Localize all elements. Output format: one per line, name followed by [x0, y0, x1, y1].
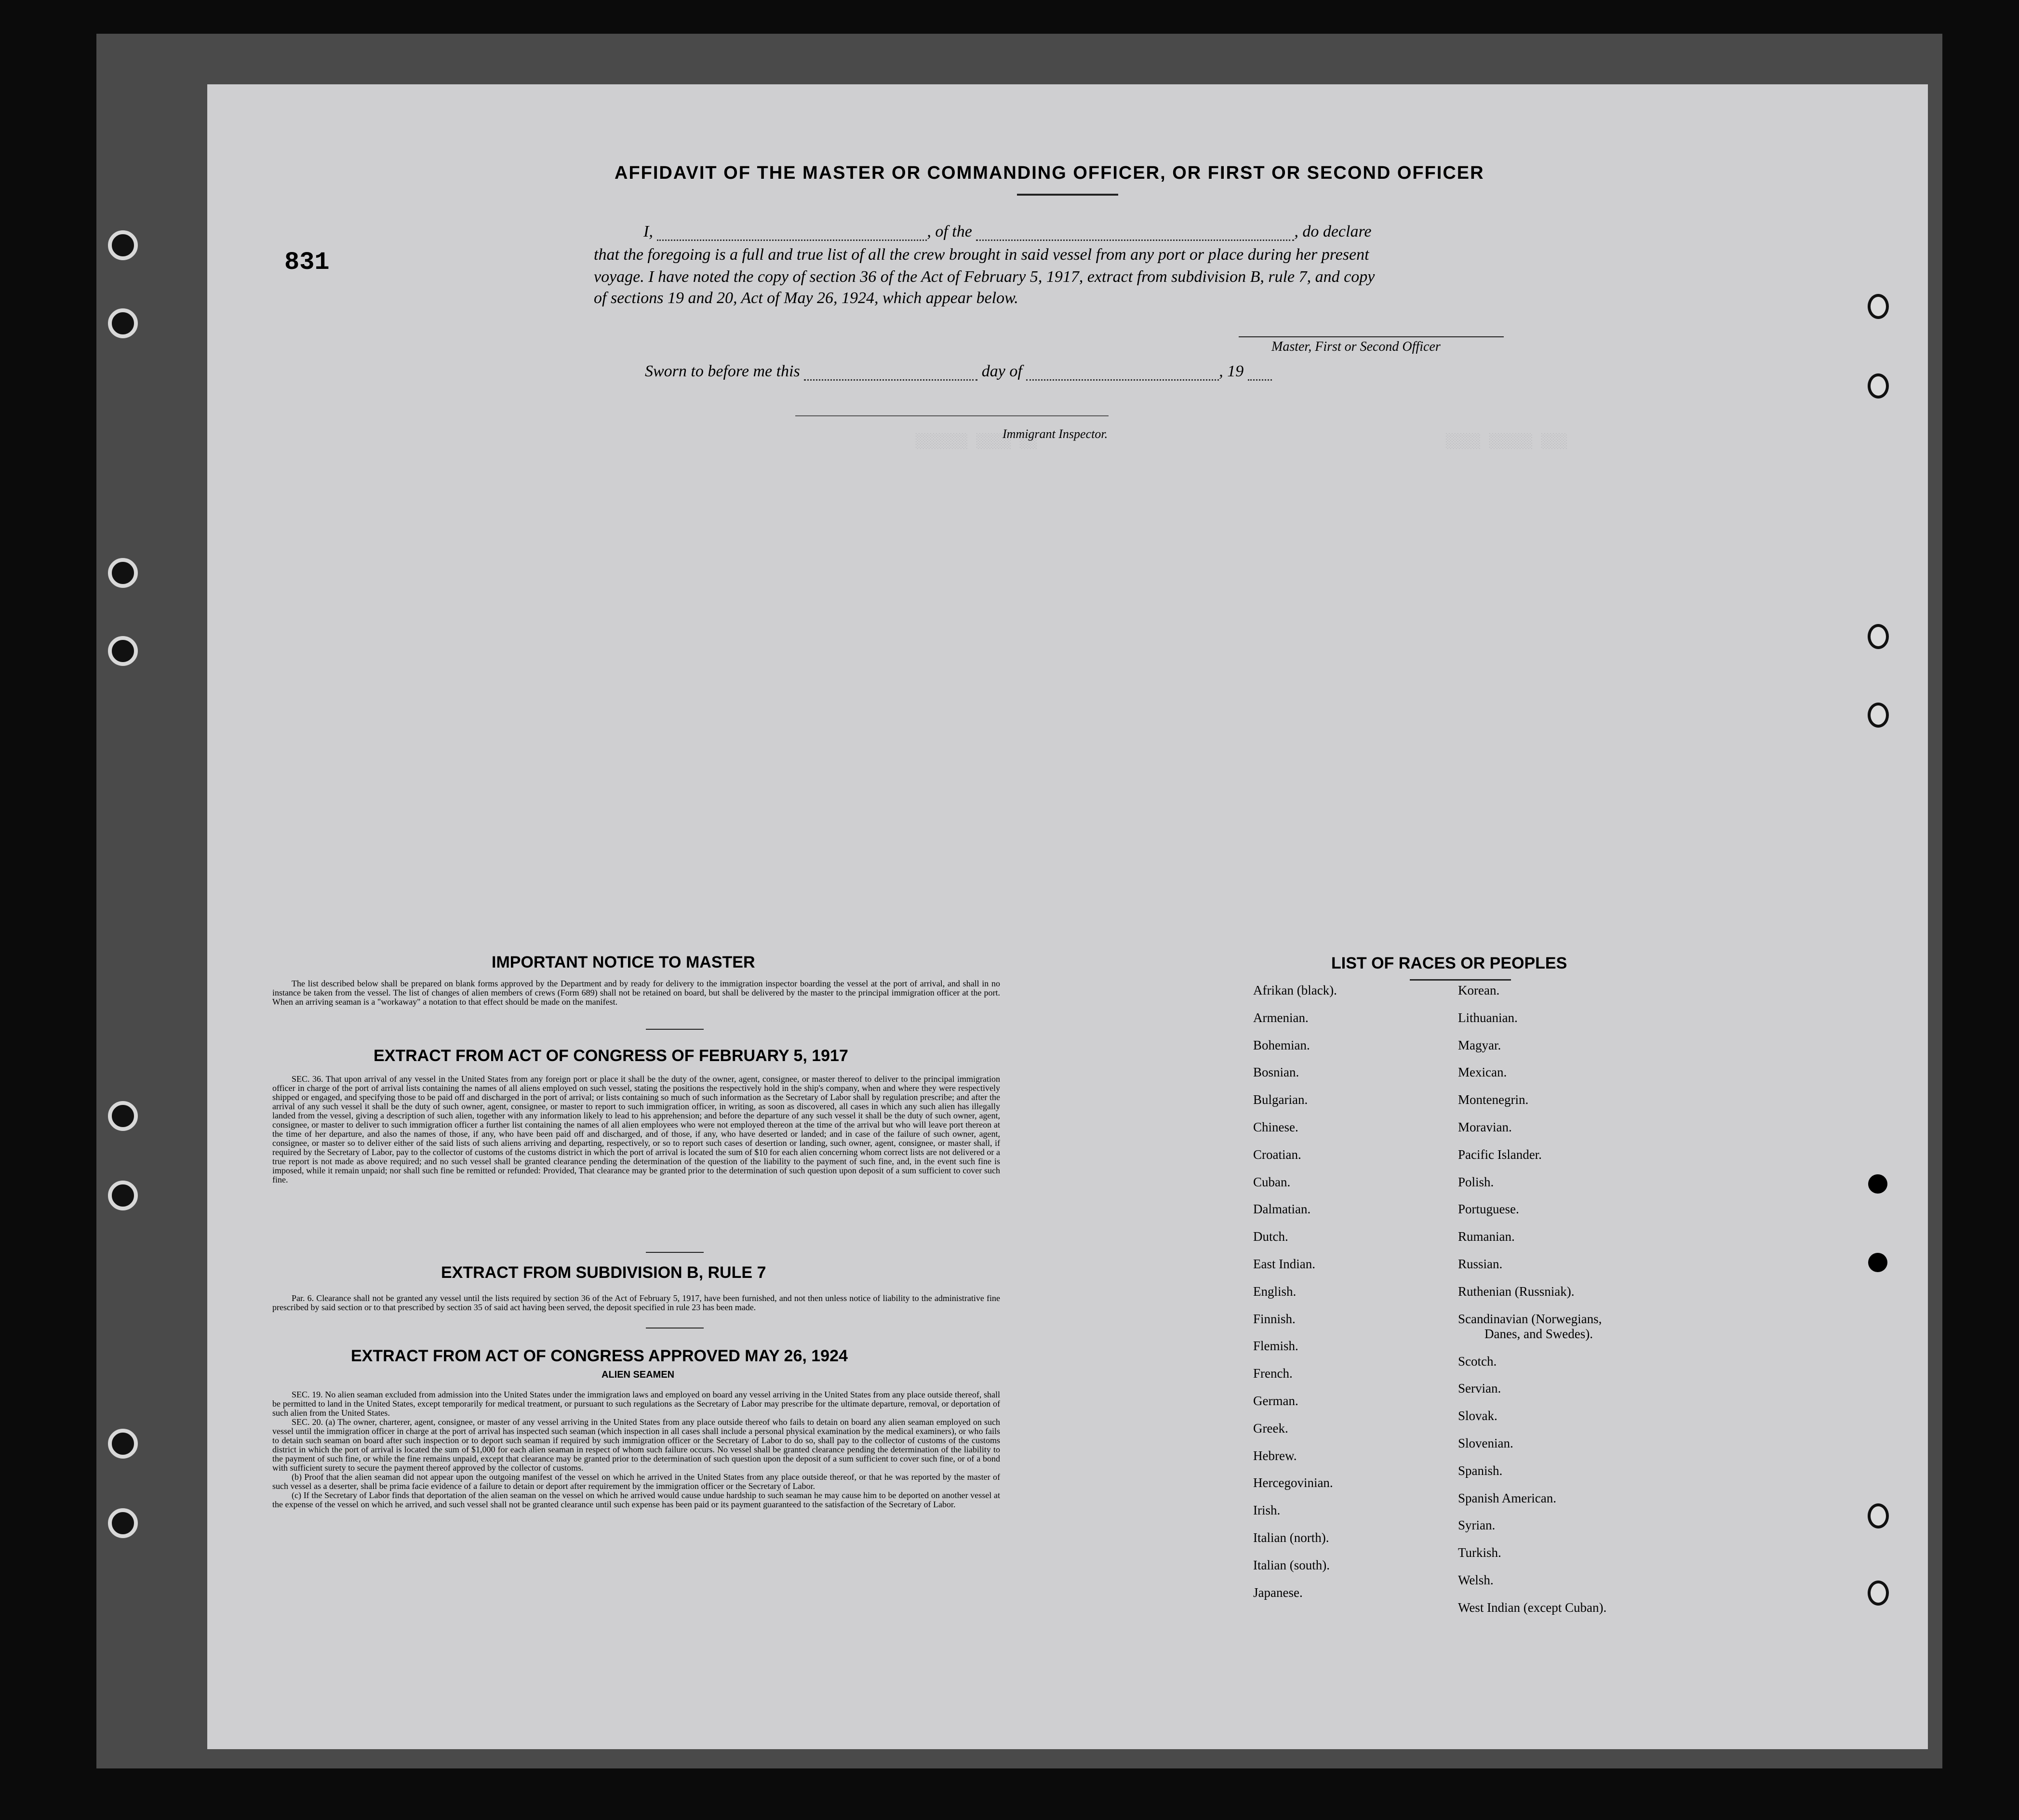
ink-dot	[1868, 1174, 1887, 1194]
race-item: Slovenian.	[1458, 1436, 1513, 1451]
inspector-signature-line	[795, 415, 1109, 416]
race-item: Armenian.	[1253, 1010, 1309, 1025]
sworn-line	[645, 362, 1272, 381]
race-item: West Indian (except Cuban).	[1458, 1600, 1607, 1615]
name-field[interactable]	[657, 239, 927, 241]
races-heading: LIST OF RACES OR PEOPLES	[1331, 954, 1567, 972]
race-item: Syrian.	[1458, 1518, 1496, 1533]
race-item: English.	[1253, 1284, 1297, 1299]
race-item: Pacific Islander.	[1458, 1147, 1542, 1162]
sec-19-paragraph: SEC. 19. No alien seaman excluded from admission into the United States under the immigration laws and employed on board any vessel arriving in the United States from any place outside thereof, shall be permitted to land in the United States, except temporarily for medical treatment, or pursuant to such regulations as the Secretary of Labor may prescribe for the ultimate departure, removal, or deportation of such alien from the United States.	[272, 1390, 1000, 1418]
race-item: Russian.	[1458, 1257, 1503, 1271]
punch-hole	[1868, 1503, 1889, 1528]
race-item: Cuban.	[1253, 1174, 1291, 1189]
race-item: Turkish.	[1458, 1545, 1501, 1560]
race-item: Danes, and Swedes).	[1484, 1326, 1593, 1341]
punch-hole	[1868, 1581, 1889, 1606]
binder-hole	[108, 1181, 138, 1210]
race-item: Hercegovinian.	[1253, 1475, 1333, 1490]
race-item: Bosnian.	[1253, 1065, 1299, 1080]
race-item: Scotch.	[1458, 1354, 1497, 1368]
binder-hole	[108, 558, 138, 588]
race-item: Mexican.	[1458, 1065, 1507, 1080]
extract-1917-heading: EXTRACT FROM ACT OF CONGRESS OF FEBRUARY 5, 1917	[374, 1047, 848, 1065]
sworn-label: Sworn to before me this	[645, 362, 800, 380]
notice-text	[272, 979, 1000, 1007]
extract-1917-text	[272, 1075, 1000, 1184]
race-item: French.	[1253, 1366, 1293, 1381]
punch-hole	[1868, 373, 1889, 399]
race-item: Greek.	[1253, 1421, 1288, 1435]
race-item: Welsh.	[1458, 1573, 1494, 1588]
race-item: Servian.	[1458, 1381, 1501, 1396]
affidavit-line-3: voyage. I have noted the copy of section 36 of the Act of February 5, 1917, extract from subdivision B, rule 7, and copy	[594, 268, 1375, 286]
binder-hole	[108, 308, 138, 338]
punch-hole	[1868, 703, 1889, 728]
sworn-month-field[interactable]	[1026, 379, 1219, 381]
race-item: German.	[1253, 1394, 1298, 1408]
binder-hole	[108, 230, 138, 260]
punch-hole	[1868, 294, 1889, 319]
race-item: Ruthenian (Russniak).	[1458, 1284, 1575, 1299]
race-item: Flemish.	[1253, 1339, 1298, 1354]
page-number: 831	[284, 248, 330, 277]
master-signature-line	[1239, 336, 1504, 337]
extract-1924-heading: EXTRACT FROM ACT OF CONGRESS APPROVED MAY 26, 1924	[351, 1347, 848, 1365]
binder-hole	[108, 636, 138, 666]
sec-20-a-paragraph: SEC. 20. (a) The owner, charterer, agent, consignee, or master of any vessel arriving in the United States from any place outside thereof who fails to detain on board any alien seaman employed on such vessel until the immigration officer in charge at the port of arrival has inspected such seaman (which inspection in all cases shall include a personal physical examination by the medical examiners), or who fails to detain such seaman on board after such inspection or to deport such seaman if required by such immigration officer or the Secretary of Labor to do so, shall pay to the collector of customs of the customs district in which the port of arrival is located the sum of $1,000 for each alien seaman in respect of whom such failure occurs. No vessel shall be granted clearance pending the determination of the liability to the payment of such fine, or while the fine remains unpaid, except that clearance may be granted prior to the determination of such question upon the deposit of a sum sufficient to cover such fine, or of a bond with sufficient surety to secure the payment thereof approved by the collector of customs.	[272, 1417, 1000, 1473]
rule-7-heading: EXTRACT FROM SUBDIVISION B, RULE 7	[441, 1263, 766, 1282]
race-item: Portuguese.	[1458, 1202, 1519, 1217]
race-item: Dutch.	[1253, 1229, 1288, 1244]
affidavit-i: I,	[643, 223, 653, 240]
race-item: Italian (south).	[1253, 1557, 1330, 1572]
notice-paragraph: The list described below shall be prepared on blank forms approved by the Department and by ready for delivery to the immigration inspector boarding the vessel at the port of arrival, and shall in no instance be taken from the vessel. The list of changes of alien members of crews (Form 689) shall not be retained on board, but shall be delivered by the master to the principal immigration officer at the port. When an arriving seaman is a "workaway" a notation to that effect should be made on the manifest.	[272, 979, 1000, 1007]
alien-seamen-subheading: ALIEN SEAMEN	[602, 1369, 675, 1380]
notice-heading: IMPORTANT NOTICE TO MASTER	[492, 953, 755, 971]
race-item: Moravian.	[1458, 1120, 1512, 1134]
race-item: Spanish.	[1458, 1463, 1503, 1478]
race-item: East Indian.	[1253, 1257, 1315, 1271]
affidavit-do-declare: , do declare	[1294, 223, 1372, 240]
sec-20-b-paragraph: (b) Proof that the alien seaman did not appear upon the outgoing manifest of the vessel on which he arrived in the United States from any place outside thereof, or that he was reported by the master of such vessel as a deserter, shall be prima facie evidence of a failure to detain or deport after requirement by the immigration officer or the Secretary of Labor.	[272, 1472, 1000, 1491]
title-rule	[1017, 194, 1118, 196]
binder-hole	[108, 1508, 138, 1538]
race-item: Afrikan (black).	[1253, 983, 1337, 997]
race-item: Spanish American.	[1458, 1490, 1556, 1505]
binder-hole	[108, 1429, 138, 1459]
race-item: Korean.	[1458, 983, 1500, 997]
ink-dot	[1868, 1253, 1887, 1272]
affidavit-line-2: that the foregoing is a full and true list of all the crew brought in said vessel from any port or place during her present	[594, 246, 1369, 264]
sec-20-c-paragraph: (c) If the Secretary of Labor finds that deportation of the alien seaman on the vessel on which he arrived would cause undue hardship to such seaman he may cause him to be deported on another vessel at the expense of the vessel on which he arrived, and such vessel shall not be granted clearance until such expense has been paid or its payment guaranteed to the satisfaction of the Secretary of Labor.	[272, 1490, 1000, 1509]
race-item: Chinese.	[1253, 1120, 1298, 1134]
race-item: Scandinavian (Norwegians,	[1458, 1311, 1602, 1326]
sworn-year-field[interactable]	[1248, 379, 1272, 381]
bleed-through-text: ░░░░░░ ░░░░ ░░	[916, 434, 1038, 450]
race-item: Dalmatian.	[1253, 1202, 1311, 1217]
race-item: Polish.	[1458, 1174, 1494, 1189]
race-item: Hebrew.	[1253, 1448, 1297, 1463]
par-6-paragraph: Par. 6. Clearance shall not be granted any vessel until the lists required by section 36 of the Act of February 5, 1917, have been furnished, and not then unless notice of liability to the administrative fine prescribed by said section or to that prescribed by section 35 of said act having been served, the deposit specified in rule 23 has been made.	[272, 1293, 1000, 1312]
race-item: Japanese.	[1253, 1585, 1303, 1600]
divider	[646, 1029, 704, 1030]
affidavit-line-4: of sections 19 and 20, Act of May 26, 1924, which appear below.	[594, 289, 1018, 307]
year-label: , 19	[1219, 362, 1244, 380]
divider	[646, 1252, 704, 1253]
race-item: Italian (north).	[1253, 1530, 1329, 1545]
race-item: Slovak.	[1458, 1408, 1498, 1423]
race-item: Magyar.	[1458, 1037, 1501, 1052]
bleed-through-text: ░░░░ ░░░░░ ░░░	[1446, 434, 1568, 450]
races-rule	[1410, 979, 1511, 981]
race-item: Rumanian.	[1458, 1229, 1515, 1244]
race-item: Lithuanian.	[1458, 1010, 1518, 1025]
punch-hole	[1868, 624, 1889, 649]
affidavit-of-the: , of the	[927, 223, 972, 240]
vessel-field[interactable]	[976, 239, 1294, 241]
race-item: Finnish.	[1253, 1311, 1296, 1326]
sec-36-paragraph: SEC. 36. That upon arrival of any vessel in the United States from any foreign port or place it shall be the duty of the owner, agent, consignee, or master thereof to deliver to the principal immigration officer in charge of the port of arrival lists containing the names of all aliens employed on such vessel, stating the positions the respectively hold in the ship's company, when and where they were respectively shipped or engaged, and specifying those to be paid off and discharged in the port of arrival; or lists containing so much of such information as the Secretary of Labor shall by regulation prescribe; and after the arrival of any such vessel it shall be the duty of such owner, agent, consignee, or master to report to such immigration officer, in writing, as soon as discovered, all cases in which any such alien has illegally landed from the vessel, giving a description of such alien, together with any information likely to lead to his apprehension; and before the departure of any such vessel it shall be the duty of such owner, agent, consignee, or master to deliver to such immigration officer a further list containing the names of all alien employees who were not employed thereon at the time of the arrival but who will leave port thereon at the time of her departure, and also the names of those, if any, who have been paid off and discharged, and of those, if any, who have deserted or landed; and in case of the failure of such owner, agent, consignee, or master so to deliver either of the said lists of such aliens arriving and departing, respectively, or so to report such cases of desertion or landing, such owner, agent, consignee, or master shall, if required by the Secretary of Labor, pay to the collector of customs of the customs district in which the port of arrival is located the sum of $10 for each alien concerning whom correct lists are not delivered or a true report is not made as above required; and no such vessel shall be granted clearance pending the determination of the question of the liability to the payment of such fine, and, in the event such fine is imposed, while it remain unpaid; nor shall such fine be remitted or refunded: Provided, That clearance may be granted prior to the determination of such question upon deposit of a sum sufficient to cover such fine.	[272, 1074, 1000, 1184]
inspector-label: Immigrant Inspector.	[1003, 427, 1108, 441]
affidavit-title: AFFIDAVIT OF THE MASTER OR COMMANDING OFFICER, OR FIRST OR SECOND OFFICER	[615, 163, 1484, 183]
sworn-day-field[interactable]	[804, 379, 977, 381]
day-of-label: day of	[981, 362, 1022, 380]
master-signature-label: Master, First or Second Officer	[1271, 339, 1441, 354]
binder-hole	[108, 1101, 138, 1131]
race-item: Bohemian.	[1253, 1037, 1310, 1052]
affidavit-line-1	[643, 223, 1372, 241]
race-item: Bulgarian.	[1253, 1092, 1308, 1107]
extract-1924-text	[272, 1390, 1000, 1509]
race-item: Montenegrin.	[1458, 1092, 1529, 1107]
race-item: Croatian.	[1253, 1147, 1301, 1162]
rule-7-text	[272, 1294, 1000, 1312]
race-item: Irish.	[1253, 1503, 1281, 1518]
